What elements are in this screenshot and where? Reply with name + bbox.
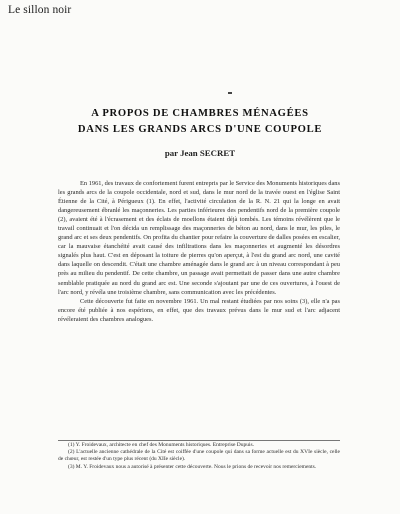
footnote: (3) M. Y. Froidevaux nous a autorisé à présenter cette découverte. Nous le prions de recevoir nos remerciements. (68, 463, 317, 470)
footnote: (1) Y. Froidevaux, architecte en chef des Monuments historiques. Entreprise Dupuis. (68, 442, 255, 448)
article-title-line-1: A PROPOS DE CHAMBRES MÉNAGÉES (91, 108, 309, 119)
decorative-mark (228, 92, 232, 94)
article-body (58, 179, 340, 324)
body-paragraph: En 1961, des travaux de confortement furent entrepris par le Service des Monuments historiques dans les grands arcs de la coupole occidentale, nord et sud, dans le mur nord de la travée ouest en l'église Saint Étienne de la Cité, à Périgueux (1). En effet, l'activité circulation de la R. N. 21 qui la longe en avait dangereusement ébranlé les maçonneries. Les parties inférieures des pendentifs nord de la première coupole (2), avaient été à l'écrasement et des éclats de moellons étaient déjà tombés. Les témoins révélèrent que le travail continuait et l'on décida un remplissage des maçonneries de béton au nord, dans le mur, les piles, le grand arc et ses deux pendentifs. On profita du chantier pour refaire la couverture de dalles posées en escalier, car la mauvaise étanchéité avait causé des infiltrations dans les maçonneries et augmenté les désordres signalés plus haut. C'est en déposant la toiture de pierres qu'on aperçut, à l'est du grand arc nord, une cavité dans laquelle on descendit. C'était une chambre aménagée dans le grand arc à un niveau correspondant à peu près au milieu du pendentif. De cette chambre, un passage avait permettait de passer dans une autre chambre semblable pratiquée au nord du grand arc est. Une seconde s'ajoutant par une de ces ouvertures, à l'ouest de l'arc nord, y révéla une troisième chambre, sans communication avec les précédentes. (58, 180, 340, 296)
article-title-line-2: DANS LES GRANDS ARCS D'UNE COUPOLE (77, 124, 323, 135)
article-byline: par Jean SECRET (164, 148, 236, 158)
body-paragraph: Cette découverte fut faite en novembre 1961. Un mal restant étudiées par nos soins (3), elle n'a pas encore été publiée à nos espérions, en effet, que des travaux prévus dans le mur sud et l'arc adjacent révéleraient des chambres analogues. (58, 297, 340, 323)
footnote-rule (58, 440, 340, 441)
footnote: (2) L'actuelle ancienne cathédrale de la Cité est coiffée d'une coupole qui dans sa forme actuelle est du XVIe siècle, celle de chœur, est restée d'un type plus récent (du XIIe siècle). (58, 449, 340, 463)
footnotes (58, 442, 340, 471)
running-head: Le sillon noir (8, 4, 72, 16)
